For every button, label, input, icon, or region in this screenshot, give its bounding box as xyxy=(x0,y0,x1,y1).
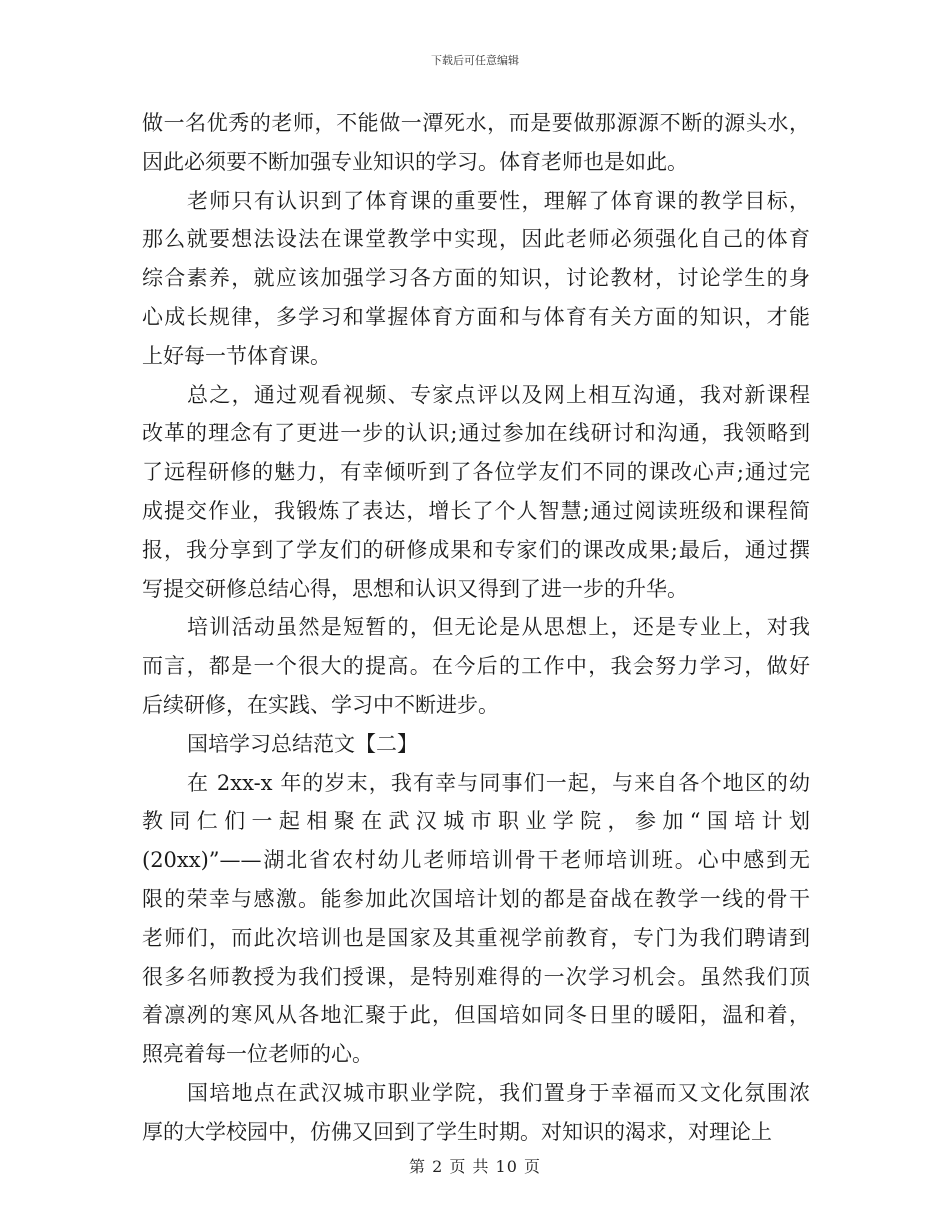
text-line: 照亮着每一位老师的心。 xyxy=(142,1042,373,1067)
paragraph xyxy=(142,608,810,724)
text-line: 上好每一节体育课。 xyxy=(142,343,331,368)
text-line: 报，我分享到了学友们的研修成果和专家们的课改成果;最后，通过撰 xyxy=(142,537,810,562)
text-line: 培训活动虽然是短暂的，但无论是从思想上，还是专业上，对我 xyxy=(187,615,810,640)
text-line: 老师只有认识到了体育课的重要性，理解了体育课的教学目标， xyxy=(187,188,810,213)
text-line: 很多名师教授为我们授课，是特别难得的一次学习机会。虽然我们顶 xyxy=(142,964,810,989)
paragraph xyxy=(142,182,810,376)
text-line: (20xx)”——湖北省农村幼儿老师培训骨干老师培训班。心中感到无 xyxy=(142,848,810,873)
text-line: 心成长规律，多学习和掌握体育方面和与体育有关方面的知识，才能 xyxy=(142,304,810,329)
text-line: 综合素养，就应该加强学习各方面的知识，讨论教材，讨论学生的身 xyxy=(142,266,810,291)
paragraph xyxy=(142,1074,810,1152)
text-line: 了远程研修的魅力，有幸倾听到了各位学友们不同的课改心声;通过完 xyxy=(142,460,810,485)
text-line: 国培学习总结范文【二】 xyxy=(187,731,418,756)
paragraph xyxy=(142,725,810,764)
text-line: 那么就要想法设法在课堂教学中实现，因此老师必须强化自己的体育 xyxy=(142,227,810,252)
text-line: 国培地点在武汉城市职业学院，我们置身于幸福而又文化氛围浓 xyxy=(187,1080,810,1105)
page-header: 下载后可任意编辑 xyxy=(431,54,519,67)
paragraph xyxy=(142,376,810,609)
paragraph xyxy=(142,764,810,1074)
text-line: 老师们，而此次培训也是国家及其重视学前教育，专门为我们聘请到 xyxy=(142,925,810,950)
text-line: 着凛冽的寒风从各地汇聚于此，但国培如同冬日里的暖阳，温和着， xyxy=(142,1003,810,1028)
text-line: 成提交作业，我锻炼了表达，增长了个人智慧;通过阅读班级和课程简 xyxy=(142,498,810,523)
text-line: 而言，都是一个很大的提高。在今后的工作中，我会努力学习，做好 xyxy=(142,654,810,679)
text-line: 厚的大学校园中，仿佛又回到了学生时期。对知识的渴求，对理论上 xyxy=(142,1119,772,1144)
text-line: 在 2xx-x 年的岁末，我有幸与同事们一起，与来自各个地区的幼 xyxy=(187,770,810,795)
paragraph xyxy=(142,104,810,182)
text-line: 改革的理念有了更进一步的认识;通过参加在线研讨和沟通，我领略到 xyxy=(142,421,810,446)
document-body xyxy=(142,104,810,1152)
text-line: 做一名优秀的老师，不能做一潭死水，而是要做那源源不断的源头水， xyxy=(142,111,810,135)
page-footer: 第 2 页 共 10 页 xyxy=(409,1157,541,1176)
text-line: 后续研修，在实践、学习中不断进步。 xyxy=(142,692,499,717)
text-line: 总之，通过观看视频、专家点评以及网上相互沟通，我对新课程 xyxy=(187,382,810,407)
text-line: 写提交研修总结心得，思想和认识又得到了进一步的升华。 xyxy=(142,576,688,601)
text-line: 因此必须要不断加强专业知识的学习。体育老师也是如此。 xyxy=(142,149,688,174)
text-line: 教同仁们一起相聚在武汉城市职业学院，参加“国培计划 xyxy=(142,809,810,834)
text-line: 限的荣幸与感激。能参加此次国培计划的都是奋战在教学一线的骨干 xyxy=(142,886,810,911)
